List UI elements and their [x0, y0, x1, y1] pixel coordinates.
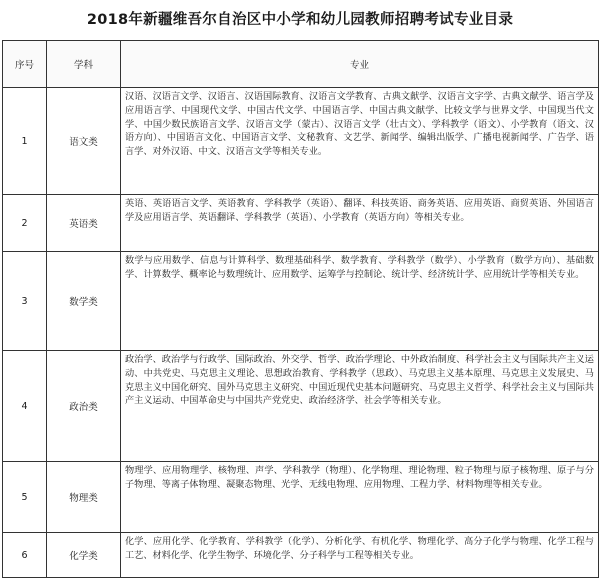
row-subject: 语文类 [47, 88, 121, 195]
row-majors: 数学与应用数学、信息与计算科学、数理基础科学、数学教育、学科教学（数学）、小学教育（数学方向）、基础数学、计算数学、概率论与数理统计、应用数学、运筹学与控制论、统计学、经济统计学、应用统计学等相关专业。 [121, 252, 599, 351]
row-majors: 政治学、政治学与行政学、国际政治、外交学、哲学、政治学理论、中外政治制度、科学社会主义与国际共产主义运动、中共党史、马克思主义理论、思想政治教育、学科教学（思政）、马克思主义基本原理、马克思主义发展史、马克思主义中国化研究、国外马克思主义研究、中国近现代史基本问题研究、马克思主义哲学、科学社会主义与国际共产主义运动、中国革命史与中国共产党党史、政治经济学、社会学等相关专业。 [121, 351, 599, 462]
table-row [3, 88, 599, 195]
row-subject: 英语类 [47, 195, 121, 252]
row-subject: 物理类 [47, 462, 121, 533]
table-container [2, 40, 598, 562]
page-title: 2018年新疆维吾尔自治区中小学和幼儿园教师招聘考试专业目录 [86, 12, 514, 28]
header-subject: 学科 [47, 41, 121, 88]
row-majors: 物理学、应用物理学、核物理、声学、学科教学（物理）、化学物理、理论物理、粒子物理与原子核物理、原子与分子物理、等离子体物理、凝聚态物理、光学、无线电物理、应用物理、工程力学、材料物理等相关专业。 [121, 462, 599, 533]
row-subject: 数学类 [47, 252, 121, 351]
row-majors: 英语、英语语言文学、英语教育、学科教学（英语）、翻译、科技英语、商务英语、应用英语、商贸英语、外国语言学及应用语言学、英语翻译、学科教学（英语）、小学教育（英语方向）等相关专业。 [121, 195, 599, 252]
header-majors: 专业 [121, 41, 599, 88]
table-row [3, 533, 599, 578]
row-num: 4 [3, 351, 47, 462]
table-row [3, 195, 599, 252]
table-row [3, 351, 599, 462]
row-num: 6 [3, 533, 47, 578]
table-row [3, 252, 599, 351]
row-majors: 汉语、汉语言文学、汉语言、汉语国际教育、汉语言文学教育、古典文献学、汉语言文字学、古典文献学、语言学及应用语言学、中国现代文学、中国古代文学、中国语言学、中国古典文献学、比较文学与世界文学、中国现当代文学、中国少数民族语言文学、汉语言文学（蒙古）、汉语言文学（壮古文）、学科教学（语文）、小学教育（语文、汉语方向）、中国语言文化、中国语言文学、文秘教育、文艺学、新闻学、编辑出版学、广播电视新闻学、广告学、语言学、对外汉语、中文、汉语言文学等相关专业。 [121, 88, 599, 195]
row-num: 1 [3, 88, 47, 195]
row-majors: 化学、应用化学、化学教育、学科教学（化学）、分析化学、有机化学、物理化学、高分子化学与物理、化学工程与工艺、材料化学、化学生物学、环境化学、分子科学与工程等相关专业。 [121, 533, 599, 578]
row-num: 3 [3, 252, 47, 351]
row-subject: 化学类 [47, 533, 121, 578]
table-header-row [3, 41, 599, 88]
row-subject: 政治类 [47, 351, 121, 462]
header-num: 序号 [3, 41, 47, 88]
row-num: 2 [3, 195, 47, 252]
majors-table [2, 40, 599, 578]
table-row [3, 462, 599, 533]
row-num: 5 [3, 462, 47, 533]
